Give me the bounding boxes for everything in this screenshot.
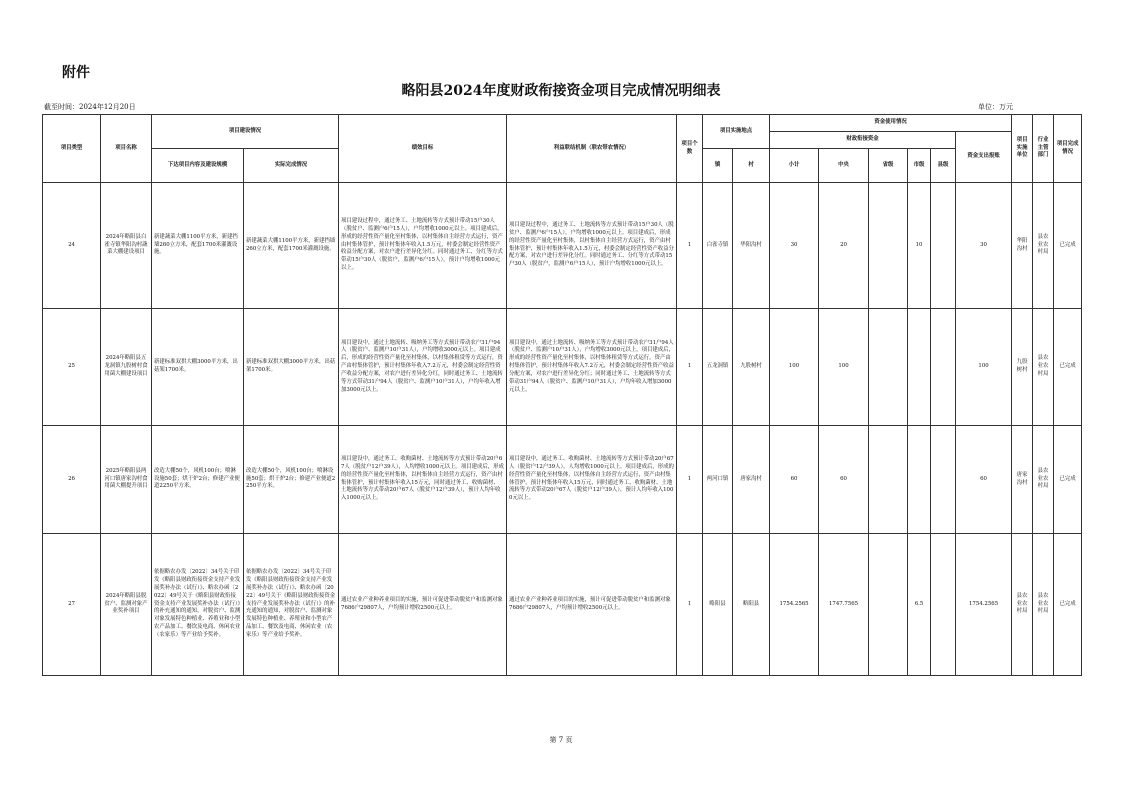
cell-name: 2025年略阳县两河口镇唐家沟村食用菌大棚提升项目: [101, 426, 152, 534]
cell-town: 五龙洞镇: [703, 309, 733, 426]
cell-planned: 依据略农办发〔2022〕34号关于印发《略阳县财政衔接资金支持产业发展奖补办法（试行）》、略农办函〔2022〕49号关于《略阳县财政衔接资金支持产业发展奖补办法（试行）》的补充通知的通知，对脱贫户、监测对象发展特色种植业、养殖业和小型农产品加工、餐饮及电商、休闲农业（农家乐）等产业给予奖补。: [152, 534, 244, 676]
header-town: 镇: [703, 149, 733, 183]
cell-count: 1: [677, 309, 703, 426]
cell-count: 1: [677, 183, 703, 309]
attachment-label: 附件: [62, 65, 90, 81]
header-fiscal-funds: 财政衔接资金: [770, 132, 956, 149]
header-actual-completion: 实际完成情况: [244, 149, 339, 183]
cell-planned: 改造大棚50个，风机100台；喷淋设施50套；烘干炉2台；修建产业便道2250平方米。: [152, 426, 244, 534]
table-row: [43, 183, 1082, 309]
cell-name: 2024年略阳县白雀寺镇华阳沟村蔬菜大棚建设项目: [101, 183, 152, 309]
header-project-type: 项目类型: [43, 115, 101, 183]
cell-planned: 新建蔬菜大棚1100平方米，新建挡墙260立方米，配套1700米灌溉设施。: [152, 183, 244, 309]
cell-actual: 改造大棚50个，风机100台；喷淋设施50套；烘干炉2台；修建产业便道2250平方米。: [244, 426, 339, 534]
cell-unit: 华阳沟村: [1012, 183, 1033, 309]
cell-provincial: [869, 426, 908, 534]
cell-county: [931, 534, 956, 676]
cell-type: 24: [43, 183, 101, 309]
cell-expenditure: 1754.2565: [956, 534, 1012, 676]
cell-dept: 县农业农村局: [1033, 534, 1054, 676]
cell-central: 100: [819, 309, 869, 426]
cell-dept: 县农业农村局: [1033, 426, 1054, 534]
cell-status: 已完成: [1054, 534, 1082, 676]
cell-village: 唐家沟村: [733, 426, 770, 534]
cell-provincial: [869, 183, 908, 309]
cell-dept: 县农业农村局: [1033, 183, 1054, 309]
header-supervising-dept: 行业主管部门: [1033, 115, 1054, 183]
cell-mechanism: 项目建设过程中，通过务工、土地流转等方式预计带动15户30人（脱贫户、监测户6户15人），户均增收1000元以上。项目建成后，形成的经营性资产量化至村集体，以村集体自主经营方式运行，资产由村集体管护，预计村集体年收入1.5万元，村委会制定经营性资产收益分配方案，对农户进行差异化分红。同时通过务工、分红等方式带动15户30人（脱贫户，监测户6户15人），预计户均增收1000元以上。: [507, 183, 677, 309]
cell-planned: 新建标准双拱大棚3000平方米，出菇架1700米。: [152, 309, 244, 426]
table-row: [43, 534, 1082, 676]
as-of-date: 截至时间：2024年12月20日: [44, 103, 136, 111]
header-implementing-unit: 项目实施单位: [1012, 115, 1033, 183]
header-county: 县级: [931, 149, 956, 183]
cell-subtotal: 100: [770, 309, 819, 426]
cell-subtotal: 60: [770, 426, 819, 534]
cell-mechanism: 项目建设中，通过务工、收购菌材、土地流转等方式预计带动20户67人（脱贫户12户39人），人均增收1000元以上。项目建成后，形成的经营性资产量化至村集体，以村集体自主经营方式运行，资产由村集体管护，预计村集体年收入15万元，同时通过务工、收购菌材、土地流转等方式带动20户67人（脱贫户12户39人），预计人均年收入1000元以上。: [507, 426, 677, 534]
cell-central: 60: [819, 426, 869, 534]
cell-actual: 依据略农办发〔2022〕34号关于印发《略阳县财政衔接资金支持产业发展奖补办法（试行）》、略农办函〔2022〕49号关于《略阳县财政衔接资金支持产业发展奖补办法（试行）》的补充通知的通知，对脱贫户、监测对象发展特色种植业、养殖业和小型农产品加工、餐饮及电商、休闲农业（农家乐）等产业给予奖补。: [244, 534, 339, 676]
header-village: 村: [733, 149, 770, 183]
cell-count: 1: [677, 426, 703, 534]
cell-county: [931, 426, 956, 534]
cell-subtotal: 1754.2565: [770, 534, 819, 676]
cell-central: 1747.7565: [819, 534, 869, 676]
table-row: [43, 309, 1082, 426]
cell-central: 20: [819, 183, 869, 309]
cell-town: 两河口镇: [703, 426, 733, 534]
project-table: [42, 114, 1082, 676]
unit-label: 单位：万元: [978, 103, 1013, 111]
cell-unit: 九股树村: [1012, 309, 1033, 426]
cell-mechanism: 项目建设中，通过土地流转、吸纳务工等方式预计带动农户31户94人（脱贫户、监测户10户31人），户均增收3000元以上。项目建成后，形成的经营性资产量化至村集体，以村集体租赁等方式运行，资产由村集体管护，预计村集体年收入7.2万元，村委会制定经营性资产收益分配方案，对农户进行差异化分红；同时通过务工、土地流转等方式带动31户94人（脱贫户、监测户10户31人），户均年收入增加3000元以上。: [507, 309, 677, 426]
header-project-count: 项目个数: [677, 115, 703, 183]
header-city: 市级: [908, 149, 931, 183]
cell-city: [908, 309, 931, 426]
cell-county: [931, 183, 956, 309]
cell-village: 华阳沟村: [733, 183, 770, 309]
cell-city: 10: [908, 183, 931, 309]
cell-type: 26: [43, 426, 101, 534]
header-project-name: 项目名称: [101, 115, 152, 183]
cell-goal: 项目建设中，通过土地流转、吸纳务工等方式预计带动农户31户94人（脱贫户、监测户10户31人），户均增收3000元以上。项目建成后，形成的经营性资产量化至村集体，以村集体租赁等方式运行，资产由村集体管护，预计村集体年收入7.2万元，村委会制定经营性资产收益分配方案，对农户进行差异化分红，同时通过务工、土地流转等方式带动31户94人（脱贫户、监测户10户31人），户均年收入增加3000元以上。: [339, 309, 507, 426]
header-planned-content: 下达项目内容及建设规模: [152, 149, 244, 183]
header-benefit-mechanism: 利益联结机制（联农带农情况）: [507, 115, 677, 183]
cell-village: 略阳县: [733, 534, 770, 676]
cell-goal: 通过农业产业种养业项目的实施，预计可促进带动脱贫户和监测对象7686户29807人，户均预计增收2500元以上。: [339, 534, 507, 676]
cell-status: 已完成: [1054, 426, 1082, 534]
header-provincial: 省级: [869, 149, 908, 183]
cell-provincial: [869, 309, 908, 426]
cell-actual: 新建蔬菜大棚1100平方米，新建挡墙260立方米，配套1700米灌溉设施。: [244, 183, 339, 309]
cell-actual: 新建标准双拱大棚3000平方米，出菇架1700米。: [244, 309, 339, 426]
header-expenditure: 资金支出报账: [956, 132, 1012, 183]
cell-subtotal: 30: [770, 183, 819, 309]
cell-city: 6.5: [908, 534, 931, 676]
cell-county: [931, 309, 956, 426]
cell-village: 九股树村: [733, 309, 770, 426]
header-fund-usage: 资金使用情况: [770, 115, 1012, 132]
cell-count: 1: [677, 534, 703, 676]
cell-mechanism: 通过农业产业种养业项目的实施，预计可促进带动脱贫户和监测对象7686户29807人，户均预计增收2500元以上。: [507, 534, 677, 676]
cell-unit: 县农业农村局: [1012, 534, 1033, 676]
cell-goal: 项目建设中，通过务工、收购菌材、土地流转等方式预计带动20户67人（脱贫户12户39人），人均增收1000元以上。项目建成后，形成的经营性资产量化至村集体，以村集体自主经营方式运行，资产由村集体管护，预计村集体年收入15万元，同时通过务工、收购菌材、土地流转等方式带动20户67人（脱贫户12户39人），预计人均年收入1000元以上。: [339, 426, 507, 534]
cell-type: 25: [43, 309, 101, 426]
cell-type: 27: [43, 534, 101, 676]
cell-name: 2024年略阳县脱贫户、监测对象产业奖补项目: [101, 534, 152, 676]
table-row: [43, 426, 1082, 534]
cell-unit: 唐家沟村: [1012, 426, 1033, 534]
cell-expenditure: 100: [956, 309, 1012, 426]
cell-name: 2024年略阳县五龙洞镇九股树村食用菌大棚建设项目: [101, 309, 152, 426]
cell-provincial: [869, 534, 908, 676]
page-number: 第 7 页: [549, 736, 573, 744]
cell-dept: 县农业农村局: [1033, 309, 1054, 426]
header-central: 中央: [819, 149, 869, 183]
page-title: 略阳县2024年度财政衔接资金项目完成情况明细表: [401, 83, 721, 99]
cell-city: [908, 426, 931, 534]
cell-expenditure: 30: [956, 183, 1012, 309]
header-performance-goal: 绩效目标: [339, 115, 507, 183]
cell-town: 白雀寺镇: [703, 183, 733, 309]
cell-expenditure: 60: [956, 426, 1012, 534]
cell-status: 已完成: [1054, 183, 1082, 309]
header-construction: 项目建设情况: [152, 115, 339, 149]
header-subtotal: 小计: [770, 149, 819, 183]
cell-goal: 项目建设过程中，通过务工、土地流转等方式预计带动15户30人（脱贫户、监测户6户15人），户均增收1000元以上。项目建成后，形成的经营性资产量化至村集体，以村集体自主经营方式运行，资产由村集体管护，预计村集体年收入1.5万元，村委会制定经营性资产收益分配方案，对农户进行差异化分红。同时通过务工、分红等方式带动15户30人（脱贫户，监测户6户15人），预计户均增收1000元以上。: [339, 183, 507, 309]
cell-town: 略阳县: [703, 534, 733, 676]
header-location: 项目实施地点: [703, 115, 770, 149]
header-completion-status: 项目完成情况: [1054, 115, 1082, 183]
cell-status: 已完成: [1054, 309, 1082, 426]
